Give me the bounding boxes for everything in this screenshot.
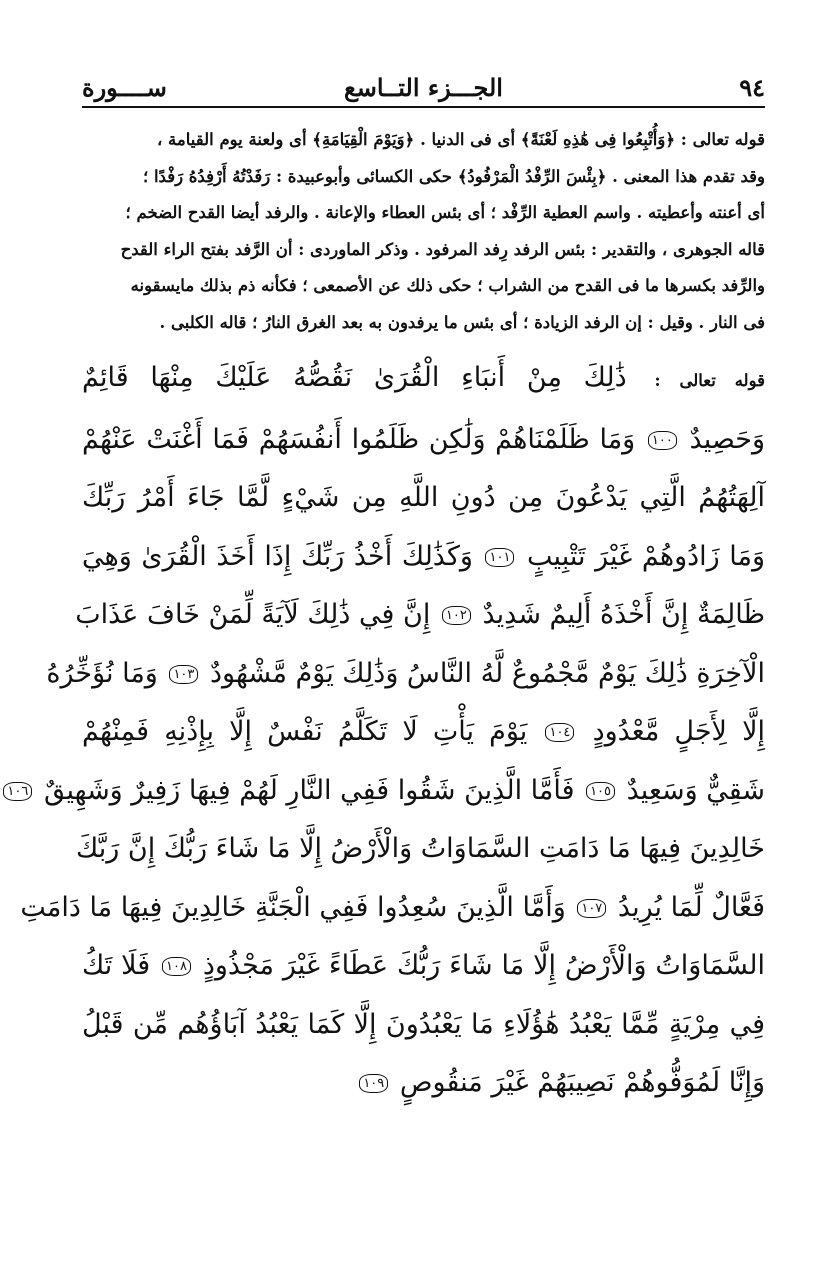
ayah-number-marker: ١٠٣ — [169, 665, 198, 684]
verse-text: السَّمَاوَاتُ وَالْأَرْضُ إِلَّا مَا شَاءَ رَبُّكَ عَطَاءً غَيْرَ مَجْذُوذٍ — [202, 950, 765, 981]
verse-line — [75, 586, 765, 645]
verse-text: وَمَا زَادُوهُمْ غَيْرَ تَتْبِيبٍ — [527, 540, 765, 572]
verse-line — [82, 996, 765, 1055]
verse-text: الْآخِرَةِ ذَٰلِكَ يَوْمٌ مَّجْمُوعٌ لَّهُ النَّاسُ وَذَٰلِكَ يَوْمٌ مَّشْهُودٌ — [210, 657, 765, 689]
verse-text: ظَالِمَةٌ إِنَّ أَخْذَهُ أَلِيمٌ شَدِيدٌ — [482, 599, 765, 630]
verse-text: فَعَّالٌ لِّمَا يُرِيدُ — [617, 891, 765, 923]
verse-text: وَمَا نُؤَخِّرُهُ — [46, 657, 158, 689]
ayah-number-marker: ١٠٠ — [648, 431, 677, 450]
verse-text: آلِهَتُهُمُ الَّتِي يَدْعُونَ مِن دُونِ اللَّهِ مِن شَيْءٍ لَّمَّا جَاءَ أَمْرُ رَبِّكَ — [82, 482, 765, 513]
commentary-line: وقد تقدم هذا المعنى . ﴿بِئْسَ الرِّفْدُ الْمَرْفُودُ﴾ حكى الكسائى وأبوعبيدة : رَفَدْتُهُ أَرْفِدُهُ رَفْدًا ؛ — [142, 166, 765, 186]
verse-intro: قوله تعالى : — [654, 371, 765, 390]
commentary-line: والرِّفد بكسرها ما فى القدح من الشراب ؛ حكى ذلك عن الأصمعى ؛ فكأنه ذم بذلك مايسقونه — [130, 276, 765, 295]
surah-title: ســــورة — [82, 73, 167, 102]
page-header — [82, 56, 765, 108]
ayah-number-marker: ١٠١ — [485, 548, 514, 567]
verse-text: وَإِنَّا لَمُوَفُّوهُمْ نَصِيبَهُمْ غَيْرَ مَنقُوصٍ — [399, 1067, 765, 1098]
verse-text: خَالِدِينَ فِيهَا مَا دَامَتِ السَّمَاوَاتُ وَالْأَرْضُ إِلَّا مَا شَاءَ رَبُّكَ إِنَّ رَبَّكَ — [75, 833, 765, 864]
commentary-line: فى النار . وقيل : إن الرفد الزيادة ؛ أى بئس ما يرفدون به بعد الغرق النارُ ؛ قاله الكلبى . — [159, 312, 765, 332]
commentary-line: أى أعنته وأعطيته . واسم العطية الرِّفْد ؛ أى بئس العطاء والإعانة . والرفد أيضا القدح الضخم ؛ — [125, 203, 765, 222]
commentary-line: قوله تعالى : ﴿وَأُتْبِعُوا فِى هَٰذِهِ لَعْنَةً﴾ أى فى الدنيا . ﴿وَيَوْمَ الْقِيَامَةِ﴾ أى ولعنة يوم القيامة ، — [156, 130, 765, 149]
verse-text: إِنَّ فِي ذَٰلِكَ لَآيَةً لِّمَنْ خَافَ عَذَابَ — [75, 599, 431, 630]
verse-text: شَقِيٌّ وَسَعِيدٌ — [626, 774, 765, 806]
verse-line — [20, 879, 765, 938]
ayah-number-marker: ١٠٢ — [442, 606, 471, 625]
commentary-block — [82, 122, 765, 341]
ayah-number-marker: ١٠٩ — [359, 1074, 388, 1093]
ayah-number-marker: ١٠٨ — [162, 957, 191, 976]
ayah-number-marker: ١٠٥ — [586, 782, 615, 801]
verse-line — [82, 703, 765, 762]
verse-text: وَمَا ظَلَمْنَاهُمْ وَلَٰكِن ظَلَمُوا أَنفُسَهُمْ فَمَا أَغْنَتْ عَنْهُمْ — [82, 423, 636, 455]
verse-line — [82, 349, 765, 411]
verse-text: يَوْمَ يَأْتِ لَا تَكَلَّمُ نَفْسٌ إِلَّا بِإِذْنِهِ فَمِنْهُمْ — [82, 716, 528, 747]
verse-text: فَأَمَّا الَّذِينَ شَقُوا فَفِي النَّارِ لَهُمْ فِيهَا زَفِيرٌ وَشَهِيقٌ — [43, 774, 575, 806]
verse-line — [46, 645, 765, 704]
book-page — [4, 0, 837, 1264]
verse-text: إِلَّا لِأَجَلٍ مَّعْدُودٍ — [592, 716, 765, 747]
verse-text: وَأَمَّا الَّذِينَ سُعِدُوا فَفِي الْجَنَّةِ خَالِدِينَ فِيهَا مَا دَامَتِ — [20, 891, 566, 923]
ayah-number-marker: ١٠٦ — [3, 782, 32, 801]
verse-line — [75, 820, 765, 879]
verse-line — [82, 937, 765, 996]
verse-line — [82, 469, 765, 528]
quran-verses — [7, 349, 765, 1113]
ayah-number-marker: ١٠٧ — [577, 899, 606, 918]
verse-text: ذَٰلِكَ مِنْ أَنبَاءِ الْقُرَىٰ نَقُصُّهُ عَلَيْكَ مِنْهَا قَائِمٌ — [82, 362, 627, 393]
ayah-number-marker: ١٠٤ — [545, 723, 574, 742]
verse-text: وَحَصِيدٌ — [689, 423, 765, 455]
verse-line — [82, 528, 765, 587]
verse-line — [82, 1054, 765, 1113]
verse-text: فَلَا تَكُ — [82, 950, 151, 981]
verse-text: فِي مِرْيَةٍ مِّمَّا يَعْبُدُ هَٰؤُلَاءِ مَا يَعْبُدُونَ إِلَّا كَمَا يَعْبُدُ آبَاؤُهُم مِّن قَبْلُ — [82, 1008, 765, 1040]
verse-text: وَكَذَٰلِكَ أَخْذُ رَبِّكَ إِذَا أَخَذَ الْقُرَىٰ وَهِيَ — [82, 540, 473, 572]
commentary-line: قاله الجوهرى ، والتقدير : بئس الرفد رِفد المرفود . وذكر الماوردى : أن الرَّفد بفتح الراء القدح — [120, 239, 765, 259]
page-number: ٩٤ — [739, 73, 765, 102]
juz-title: الجـــزء التــاسع — [344, 73, 503, 102]
verse-line — [7, 762, 765, 821]
verse-line — [82, 411, 765, 470]
